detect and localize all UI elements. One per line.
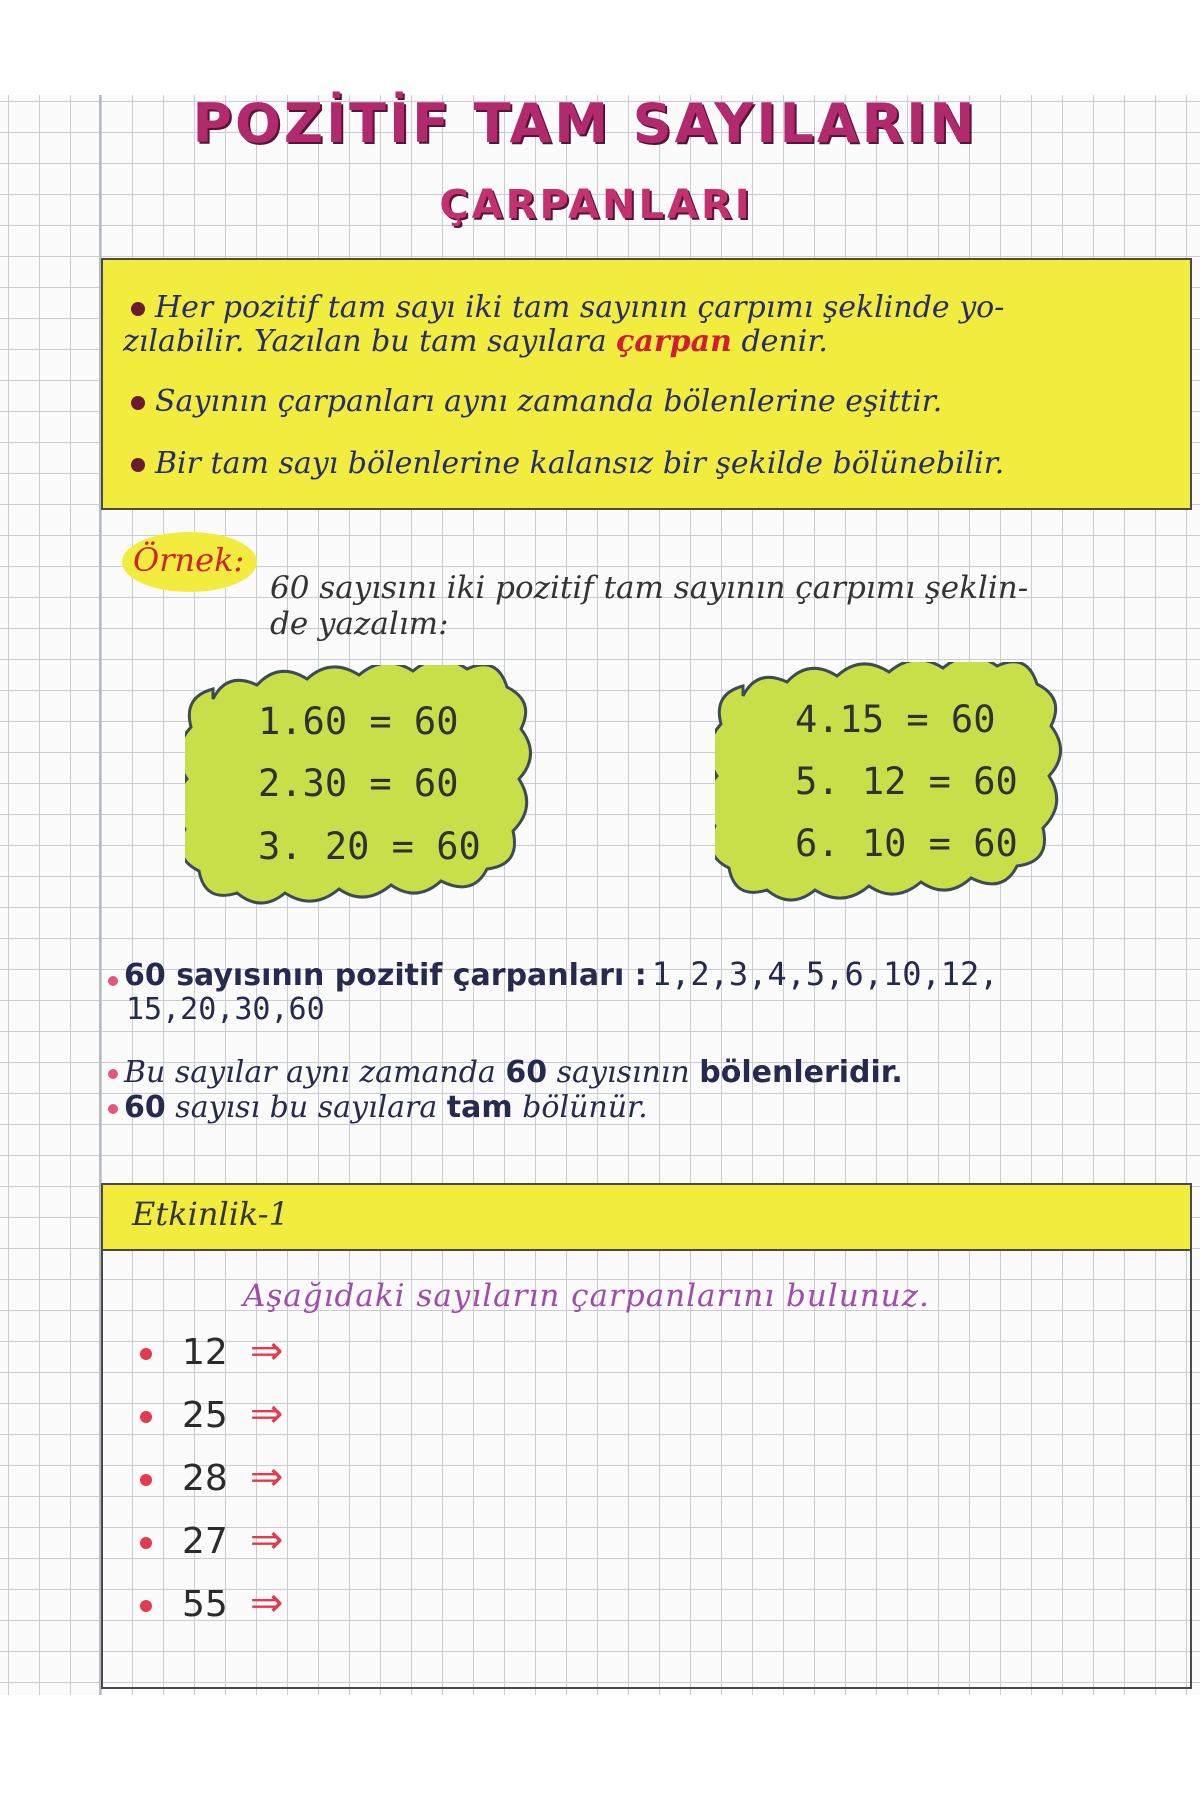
info-box [101, 258, 1192, 510]
info-bullet-1-line-2 [123, 324, 828, 359]
info-bullet-3-text: Bir tam sayı bölenlerine kalansız bir şekilde bölünebilir. [155, 446, 1005, 481]
factors-values-1: 1,2,3,4,5,6,10,12, [651, 955, 999, 993]
activity-number: 12 [182, 1332, 228, 1373]
keyword-carpan: çarpan [616, 324, 732, 359]
example-text-line-1: 60 sayısını iki pozitif tam sayının çarpımı şeklin- [270, 570, 1029, 606]
bullet-dot-icon [108, 1069, 118, 1079]
bullet-dot-icon [131, 302, 145, 316]
arrow-right-icon: ⇒ [249, 1328, 284, 1374]
factors-line-1 [108, 955, 999, 993]
equation-6: 6. 10 = 60 [795, 822, 1018, 865]
bullet-dot-icon [140, 1474, 152, 1486]
divisors-keyword: bölenleridir. [699, 1055, 903, 1090]
bullet-dot-icon [108, 976, 118, 986]
bullet-dot-icon [131, 458, 145, 472]
divisible-line [108, 1090, 648, 1125]
info-text: zılabilir. Yazılan bu tam sayılara [123, 324, 607, 359]
info-bullet-2-text: Sayının çarpanları aynı zamanda bölenlerine eşittir. [155, 384, 943, 419]
activity-number: 25 [182, 1395, 228, 1436]
equation-1: 1.60 = 60 [258, 700, 459, 743]
activity-item [140, 1391, 283, 1437]
divisors-text-a: Bu sayılar aynı zamanda [124, 1055, 496, 1090]
info-text: denir. [741, 324, 828, 359]
divisible-keyword: tam [446, 1090, 513, 1125]
factors-heading: 60 sayısının pozitif çarpanları : [124, 958, 647, 993]
info-bullet-3 [131, 446, 1004, 481]
info-bullet-1-line-1: Her pozitif tam sayı iki tam sayının çarpımı şeklinde yo- [155, 290, 1005, 325]
info-bullet-1 [131, 290, 1004, 325]
activity-item [140, 1328, 283, 1374]
equation-5: 5. 12 = 60 [795, 760, 1018, 803]
arrow-right-icon: ⇒ [249, 1391, 284, 1437]
activity-label: Etkinlik-1 [132, 1195, 289, 1233]
info-bullet-2 [131, 384, 942, 419]
example-text-line-2: de yazalım: [270, 606, 449, 642]
activity-item [140, 1454, 283, 1500]
activity-instruction: Aşağıdaki sayıların çarpanlarını bulunuz. [243, 1278, 930, 1314]
divisible-number: 60 [124, 1090, 166, 1125]
example-text [270, 570, 1028, 642]
activity-number: 55 [182, 1584, 228, 1625]
activity-item [140, 1517, 283, 1563]
bullet-dot-icon [131, 396, 145, 410]
divisors-text-c: sayısının [556, 1055, 690, 1090]
equation-4: 4.15 = 60 [795, 698, 996, 741]
equation-2: 2.30 = 60 [258, 762, 459, 805]
bullet-dot-icon [108, 1104, 118, 1114]
arrow-right-icon: ⇒ [249, 1517, 284, 1563]
title-line-1: POZİTİF TAM SAYILARIN [192, 92, 978, 155]
bullet-dot-icon [140, 1411, 152, 1423]
bullet-dot-icon [140, 1537, 152, 1549]
title-line-2: ÇARPANLARI [439, 182, 753, 228]
arrow-right-icon: ⇒ [249, 1580, 284, 1626]
divisors-number: 60 [505, 1055, 548, 1090]
activity-number: 27 [182, 1521, 228, 1562]
bullet-dot-icon [140, 1348, 152, 1360]
divisible-text-d: bölünür. [522, 1090, 648, 1125]
arrow-right-icon: ⇒ [249, 1454, 284, 1500]
divisible-text-b: sayısı bu sayılara [175, 1090, 438, 1125]
factors-values-2: 15,20,30,60 [126, 992, 325, 1027]
activity-number: 28 [182, 1458, 228, 1499]
activity-item [140, 1580, 283, 1626]
equation-3: 3. 20 = 60 [258, 825, 481, 868]
example-label: Örnek: [133, 541, 245, 579]
divisors-line [108, 1055, 903, 1090]
bullet-dot-icon [140, 1600, 152, 1612]
